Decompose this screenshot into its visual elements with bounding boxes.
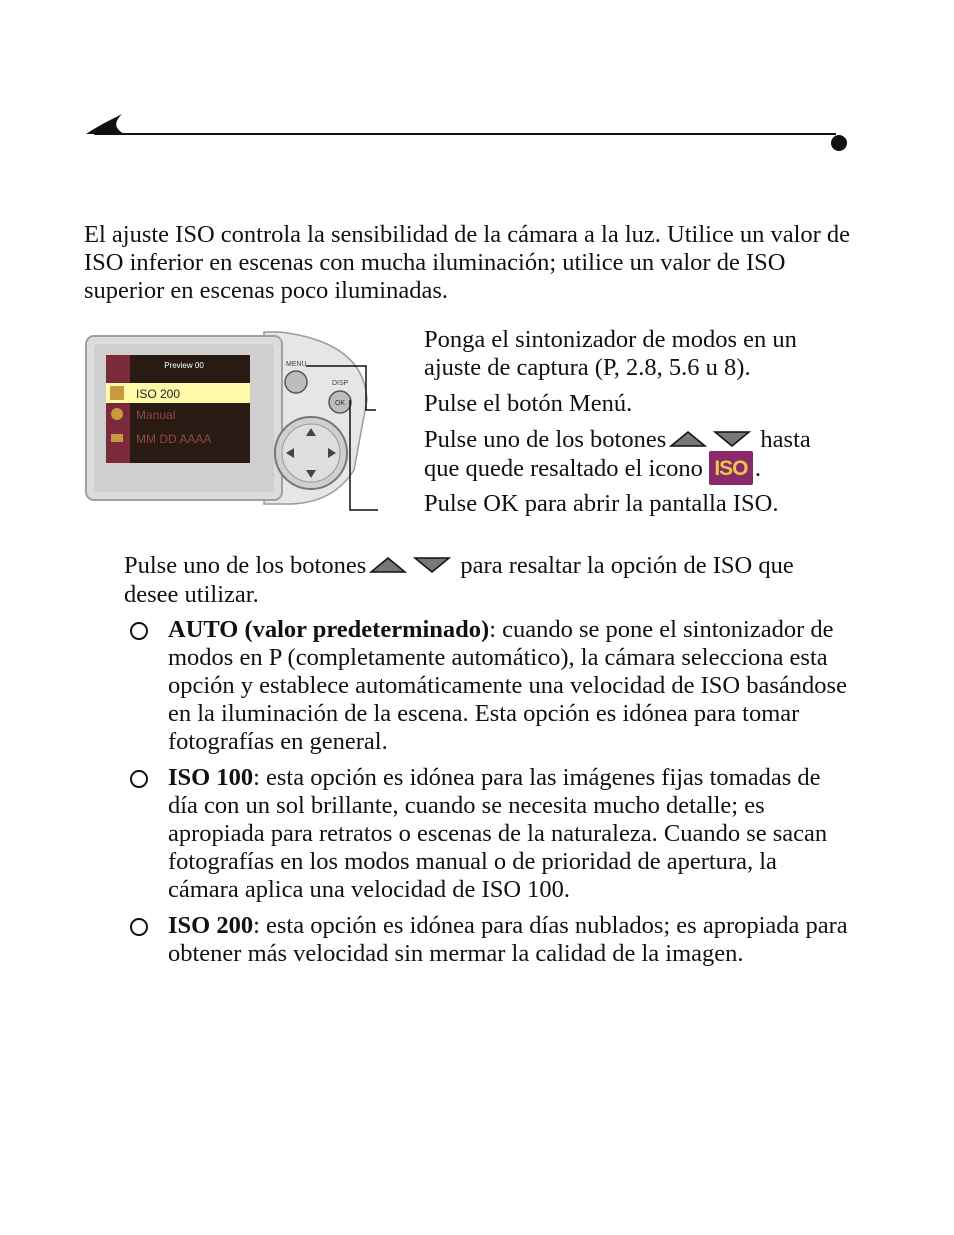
- header-rule: [84, 112, 854, 156]
- step-set-mode-dial: Ponga el sintonizador de modos en un ajuste de captura (P, 2.8, 5.6 u 8).: [424, 326, 797, 381]
- circle-bullet-icon: [130, 918, 148, 936]
- step-highlight-iso: Pulse uno de los botones hasta que quede resaltado el icono ISO .: [424, 426, 844, 485]
- disp-label: DISP: [332, 380, 349, 387]
- ok-button-label: OK: [334, 400, 346, 407]
- iso-icon: ISO: [709, 451, 753, 485]
- option-iso-200: ISO 200: esta opción es idónea para días nublados; es apropiada para obtener más velocidad sin mermar la calidad de la imagen.: [130, 912, 850, 968]
- menu-button-label: MENU: [286, 361, 307, 368]
- step-press-menu: Pulse el botón Menú.: [424, 390, 633, 417]
- circle-bullet-icon: [130, 770, 148, 788]
- menu-button[interactable]: [285, 371, 307, 393]
- screen-item-1: ISO 200: [136, 387, 181, 401]
- step-press-ok: Pulse OK para abrir la pantalla ISO.: [424, 490, 779, 517]
- option-auto: AUTO (valor predeterminado): cuando se pone el sintonizador de modos en P (completamente automático), la cámara selecciona esta opción y establece automáticamente una velocidad de ISO basándose en la iluminación de la escena. Esta opción es idónea para tomar fotografías en general.: [130, 616, 850, 756]
- screen-item-2: Manual: [136, 408, 176, 422]
- camera-illustration: [84, 330, 384, 512]
- triangle-up-icon: [369, 553, 407, 581]
- option-iso-100: ISO 100: esta opción es idónea para las imágenes fijas tomadas de día con un sol brillante, cuando se necesita mucho detalle; es apropiada para retratos o escenas de la naturaleza. Cuando se sacan fotografías en los modos manual o de prioridad de apertura, la cámara aplica una velocidad de ISO 100.: [130, 764, 850, 904]
- lead-instruction: Pulse uno de los botones para resaltar la opción de ISO que desee utilizar.: [124, 552, 794, 609]
- triangle-down-icon: [413, 553, 451, 581]
- triangle-up-icon: [669, 427, 707, 455]
- circle-bullet-icon: [130, 622, 148, 640]
- screen-item-3: MM DD AAAA: [136, 432, 212, 446]
- intro-paragraph: El ajuste ISO controla la sensibilidad de la cámara a la luz. Utilice un valor de ISO inferior en escenas con mucha iluminación; utilice un valor de ISO superior en escenas poco iluminadas.: [84, 221, 851, 304]
- screen-title: Preview 00: [164, 361, 204, 370]
